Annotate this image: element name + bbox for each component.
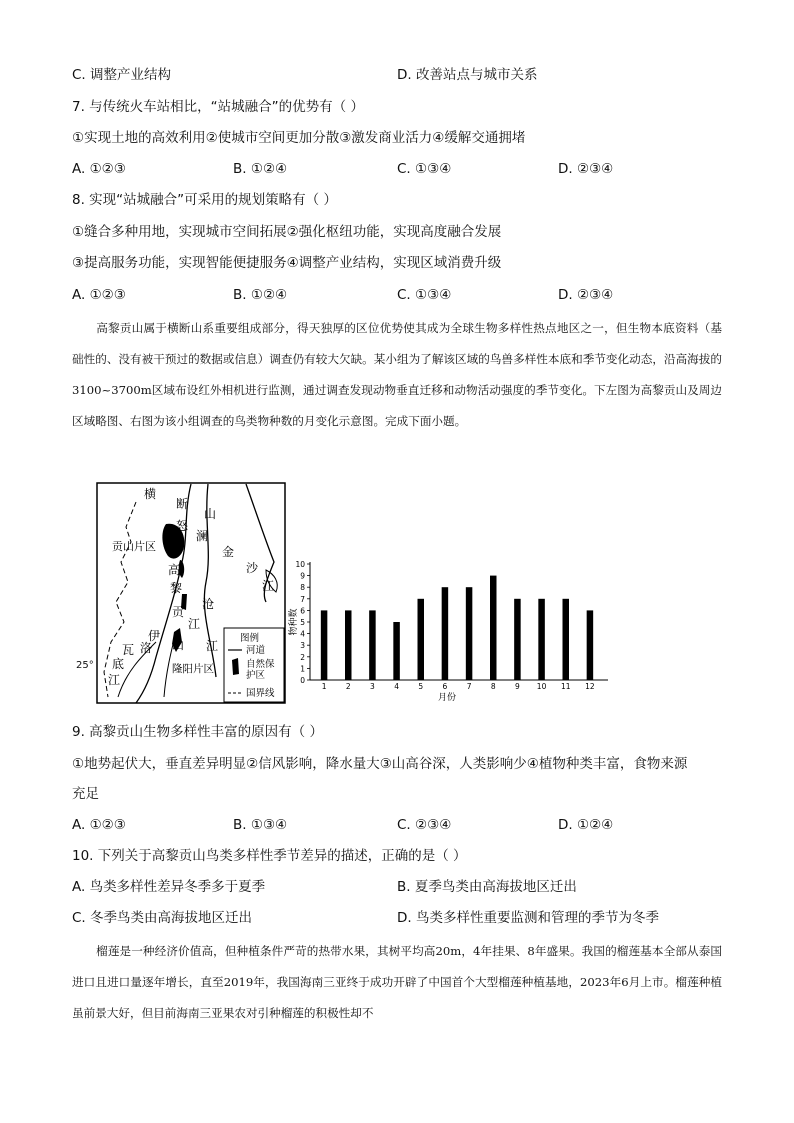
passage-durian-text: 榴莲是一种经济价值高，但种植条件严苛的热带水果，其树平均高20m，4年挂果、8年盛果。我国的榴莲基本全部从泰国进口且进口量逐年增长，直至2019年，我国海南三亚终于成功开辟了中国首个大型榴莲种植基地，2023年6月上市。榴莲种植虽前景大好，但目前海南三亚果农对引种榴莲的积极性却不 (72, 944, 722, 1020)
map-label-luo: 洛 (140, 641, 153, 655)
x-tick-label: 2 (345, 682, 351, 691)
q8-option-d: D. ②③④ (558, 287, 614, 303)
map-label-gong: 贡 (172, 605, 185, 619)
q6-option-c: C. 调整产业结构 (72, 67, 172, 83)
q8-stem: 8. 实现“站城融合”可采用的规划策略有（ ） (72, 192, 337, 208)
q9-option-d: D. ①②④ (558, 817, 614, 833)
q10-option-d: D. 鸟类多样性重要监测和管理的季节为冬季 (397, 910, 659, 926)
q8-items-line2: ③提高服务功能，实现智能便捷服务④调整产业结构，实现区域消费升级 (72, 255, 502, 271)
x-tick-label: 9 (515, 682, 520, 691)
y-tick-label: 7 (300, 594, 305, 604)
bar-month-12 (587, 610, 594, 680)
latitude-label: 25° (76, 660, 94, 671)
map-label-jiang2: 江 (188, 617, 201, 631)
q9-items-line2: 充足 (72, 786, 99, 802)
map-label-shan2: 山 (172, 638, 185, 652)
map-label-jin: 金 (222, 545, 235, 559)
map-label-yi: 伊 (148, 629, 161, 643)
q10-option-b: B. 夏季鸟类由高海拔地区迁出 (397, 879, 577, 895)
q9-option-a: A. ①②③ (72, 817, 126, 833)
legend-title: 图例 (240, 633, 260, 644)
map-label-lan: 澜 (196, 529, 209, 543)
y-tick-label: 9 (300, 571, 305, 581)
q7-option-c: C. ①③④ (397, 161, 452, 177)
bar-month-3 (369, 610, 376, 680)
q7-option-d: D. ②③④ (558, 161, 614, 177)
q10-option-a: A. 鸟类多样性差异冬季多于夏季 (72, 879, 266, 895)
q8-option-c: C. ①③④ (397, 287, 452, 303)
x-tick-label: 8 (490, 682, 496, 691)
bar-month-5 (418, 599, 425, 680)
y-tick-label: 0 (300, 676, 305, 685)
map-label-heng: 横 (144, 487, 157, 501)
legend-border: 国界线 (246, 688, 275, 699)
map-label-duan: 断 (176, 497, 189, 511)
y-tick-label: 5 (300, 618, 305, 627)
legend-reserve-line2: 护区 (246, 670, 266, 681)
q10-stem: 10. 下列关于高黎贡山鸟类多样性季节差异的描述，正确的是（ ） (72, 848, 467, 864)
x-tick-label: 1 (321, 682, 327, 691)
y-tick-label: 10 (295, 560, 305, 569)
x-tick-label: 4 (394, 682, 399, 691)
bar-month-11 (563, 599, 570, 680)
y-tick-label: 3 (300, 641, 305, 651)
q7-items: ①实现土地的高效利用②使城市空间更加分散③激发商业活力④缓解交通拥堵 (72, 130, 526, 146)
map-label-jiang4: 江 (108, 673, 121, 687)
map-label-jiang1: 江 (262, 579, 275, 593)
legend-reserve-line1: 自然保 (246, 659, 275, 670)
gaoligong-map (96, 482, 286, 704)
bar-month-4 (393, 622, 400, 680)
y-tick-label: 1 (300, 664, 305, 674)
bar-month-10 (538, 599, 545, 680)
q8-option-b: B. ①②④ (233, 287, 288, 303)
y-tick-label: 6 (300, 606, 305, 616)
q9-items-line1: ①地势起伏大，垂直差异明显②信风影响，降水量大③山高谷深，人类影响少④植物种类丰富，食物来源 (72, 756, 688, 772)
map-label-longyang: 隆阳片区 (172, 663, 214, 675)
x-tick-label: 7 (466, 682, 472, 691)
bird-species-chart (286, 558, 616, 706)
legend-reserve-symbol (232, 658, 239, 675)
bar-month-1 (321, 610, 328, 680)
x-tick-label: 3 (370, 682, 375, 691)
map-label-jiang3: 江 (206, 639, 219, 653)
q7-option-a: A. ①②③ (72, 161, 126, 177)
x-tick-label: 12 (585, 682, 595, 691)
map-label-wa: 瓦 (122, 643, 135, 657)
y-tick-label: 8 (300, 583, 305, 593)
passage-gaoligong-text: 高黎贡山属于横断山系重要组成部分，得天独厚的区位优势使其成为全球生物多样性热点地区之一，但生物本底资料（基础性的、没有被干预过的数据或信息）调查仍有较大欠缺。某小组为了解该区域的鸟兽多样性本底和季节变化动态，沿高海拔的3100~3700m区域布设红外相机进行监测，通过调查发现动物垂直迁移和动物活动强度的季节变化。下左图为高黎贡山及周边区域略图、右图为该小组调查的鸟类物种数的月变化示意图。完成下面小题。 (72, 321, 722, 428)
passage-gaoligong (72, 313, 722, 437)
bar-month-7 (466, 587, 473, 680)
q6-option-d: D. 改善站点与城市关系 (397, 67, 538, 83)
map-label-shan1: 山 (204, 507, 217, 521)
x-tick-label: 10 (536, 682, 547, 691)
y-axis-label: 物种数 (289, 608, 299, 636)
map-label-cang: 沧 (202, 597, 215, 611)
x-tick-label: 5 (418, 682, 424, 691)
bar-month-6 (442, 587, 449, 680)
map-label-gao: 高 (168, 563, 181, 577)
map-label-sha: 沙 (246, 561, 259, 575)
bar-month-8 (490, 576, 497, 680)
map-label-gongshan: 贡山片区 (112, 540, 156, 553)
bar-month-9 (514, 599, 521, 680)
map-label-li: 黎 (170, 581, 183, 595)
y-tick-label: 4 (300, 629, 305, 639)
q8-option-a: A. ①②③ (72, 287, 126, 303)
q7-option-b: B. ①②④ (233, 161, 288, 177)
q8-items-line1: ①缝合多种用地，实现城市空间拓展②强化枢纽功能，实现高度融合发展 (72, 224, 502, 240)
q9-stem: 9. 高黎贡山生物多样性丰富的原因有（ ） (72, 724, 323, 740)
passage-durian (72, 936, 722, 1029)
x-tick-label: 11 (560, 682, 571, 691)
bar-month-2 (345, 610, 352, 680)
map-label-di: 底 (112, 657, 125, 671)
q9-option-c: C. ②③④ (397, 817, 452, 833)
q7-stem: 7. 与传统火车站相比，“站城融合”的优势有（ ） (72, 99, 364, 115)
q10-option-c: C. 冬季鸟类由高海拔地区迁出 (72, 910, 253, 926)
y-tick-label: 2 (300, 652, 305, 662)
legend-river: 河道 (246, 645, 266, 656)
x-axis-label: 月份 (437, 693, 457, 703)
x-tick-label: 6 (442, 682, 448, 691)
map-label-nu: 怒 (176, 519, 189, 533)
q9-option-b: B. ①③④ (233, 817, 288, 833)
